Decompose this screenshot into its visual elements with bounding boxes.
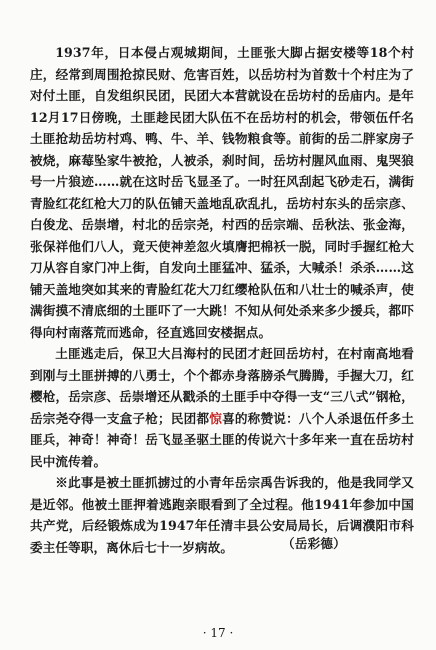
- author-signature: （岳彩德）: [282, 536, 346, 551]
- source-note: ※此事是被土匪抓掳过的小青年岳宗禹告诉我的，他是我同学又是近邻。他被土匪押着逃跑亲眼看到了全过程。他1941年参加中国共产党，后经锻炼成为1947年任清丰县公安局局长，后调濮阳市科委主任等职，离休后七十一岁病故。: [30, 475, 414, 555]
- document-body: [30, 42, 414, 558]
- paragraph-2-text-before: 土匪逃走后，保卫大吕海村的民团才赶回岳坊村，在村南高地看到刚与土匪拼搏的八勇士，个个都赤身落膀杀气腾腾，手握大刀，红樱枪，岳宗彦、岳崇增还从戳杀的土匪手中夺得一支“三八式”钢枪，岳宗尧夺得一支盒子枪；民团都: [30, 346, 414, 426]
- page-number: · 17 ·: [202, 626, 234, 640]
- paragraph-1: 1937年，日本侵占观城期间，土匪张大脚占据安楼等18个村庄，经常到周围抢掠民财、危害百姓，以岳坊村为首数十个村庄为了对付土匪，自发组织民团，民团大本营就设在岳坊村的岳庙内。是年12月17日傍晚，土匪趁民团大队伍不在岳坊村的机会，带领伍仟名土匪抢劫岳坊村鸡、鸭、牛、羊、钱物粮食等。前街的岳二胖家房子被烧，麻莓坠家牛被抢，人被杀，刹时间，岳坊村腥风血雨、鬼哭狼号一片狼迹……就在这时岳飞显圣了。一时狂风刮起飞砂走石，满街青脸红花红枪大刀的队伍铺天盖地乱砍乱扎，岳坊村东头的岳宗彦、白俊龙、岳崇增，村北的岳宗尧，村西的岳宗端、岳秋法、张金海，张保祥他们八人，竟天使神差忽火填膺把棉袄一脱，同时手握红枪大刀从容自家门冲上街，自发向土匪猛冲、猛杀，大喊杀！杀杀……这铺天盖地突如其来的青脸红花大刀红缨枪队伍和八壮士的喊杀声，使满街摸不清底细的土匪吓了一大跳！不知从何处杀来多少援兵，都吓得向村南落荒而逃命，径直逃回安楼据点。: [30, 45, 414, 340]
- highlighted-character: 惊: [209, 410, 223, 426]
- paragraph-2-text-after: 喜的称赞说：八个人杀退伍仟多土匪兵，神奇！神奇！岳飞显圣驱土匪的传说六十多年来一直在岳坊村民中流传着。: [30, 410, 414, 469]
- paragraph-2: [30, 343, 414, 472]
